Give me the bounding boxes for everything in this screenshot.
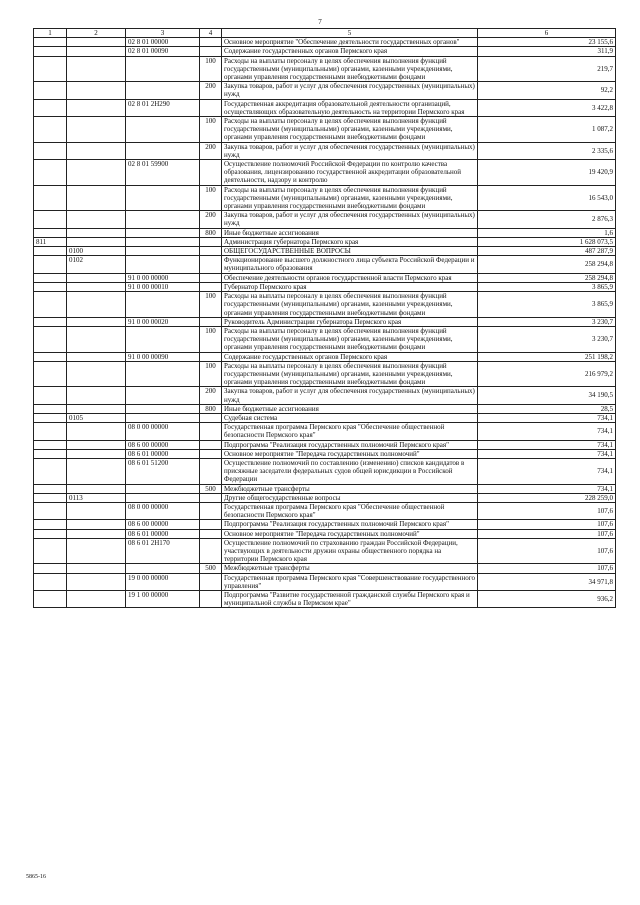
expense-type-cell bbox=[200, 273, 222, 282]
expense-type-cell bbox=[200, 529, 222, 538]
target-article-cell bbox=[126, 326, 200, 352]
amount-cell: 487 287,9 bbox=[478, 247, 616, 256]
target-article-cell bbox=[126, 82, 200, 99]
target-article-cell: 08 6 01 2H170 bbox=[126, 538, 200, 564]
expense-type-cell bbox=[200, 160, 222, 186]
code-cell bbox=[34, 564, 67, 573]
code-cell bbox=[34, 502, 67, 519]
target-article-cell: 91 0 00 00020 bbox=[126, 317, 200, 326]
section-cell bbox=[67, 99, 126, 116]
target-article-cell bbox=[126, 185, 200, 211]
target-article-cell: 08 6 01 51200 bbox=[126, 458, 200, 484]
target-article-cell: 08 0 00 00000 bbox=[126, 502, 200, 519]
description-cell: Расходы на выплаты персоналу в целях обеспечения выполнения функций государственными (муниципальными) органами, казенными учреждениями, органами управления государственными внебюджетными фондами bbox=[222, 56, 478, 82]
expense-type-cell: 100 bbox=[200, 292, 222, 318]
amount-cell: 107,6 bbox=[478, 502, 616, 519]
target-article-cell bbox=[126, 237, 200, 246]
table-row bbox=[34, 352, 616, 361]
section-cell bbox=[67, 47, 126, 56]
expense-type-cell: 800 bbox=[200, 404, 222, 413]
table-row bbox=[34, 211, 616, 228]
table-row bbox=[34, 56, 616, 82]
amount-cell: 28,5 bbox=[478, 404, 616, 413]
section-cell bbox=[67, 423, 126, 440]
target-article-cell bbox=[126, 117, 200, 143]
expense-type-cell bbox=[200, 458, 222, 484]
table-row bbox=[34, 529, 616, 538]
table-row bbox=[34, 564, 616, 573]
table-row bbox=[34, 247, 616, 256]
description-cell: Судебная система bbox=[222, 413, 478, 422]
code-cell bbox=[34, 449, 67, 458]
amount-cell: 1 087,2 bbox=[478, 117, 616, 143]
expense-type-cell: 500 bbox=[200, 484, 222, 493]
code-cell bbox=[34, 458, 67, 484]
amount-cell: 251 198,2 bbox=[478, 352, 616, 361]
target-article-cell: 08 6 01 00000 bbox=[126, 529, 200, 538]
expense-type-cell bbox=[200, 282, 222, 291]
description-cell: Расходы на выплаты персоналу в целях обеспечения выполнения функций государственными (муниципальными) органами, казенными учреждениями, органами управления государственными внебюджетными фондами bbox=[222, 326, 478, 352]
description-cell: Расходы на выплаты персоналу в целях обеспечения выполнения функций государственными (муниципальными) органами, казенными учреждениями, органами управления государственными внебюджетными фондами bbox=[222, 361, 478, 387]
amount-cell: 1,6 bbox=[478, 228, 616, 237]
section-cell bbox=[67, 529, 126, 538]
expense-type-cell bbox=[200, 38, 222, 47]
table-row bbox=[34, 484, 616, 493]
section-cell bbox=[67, 273, 126, 282]
target-article-cell bbox=[126, 247, 200, 256]
description-cell: Осуществление полномочий Российской Федерации по контролю качества образования, лицензированию государственной аккредитации образовательной деятельности, надзору и контролю bbox=[222, 160, 478, 186]
expense-type-cell: 200 bbox=[200, 82, 222, 99]
description-cell: Администрация губернатора Пермского края bbox=[222, 237, 478, 246]
amount-cell: 3 422,8 bbox=[478, 99, 616, 116]
description-cell: Подпрограмма "Развитие государственной гражданской службы Пермского края и муниципальной службы в Пермском крае" bbox=[222, 591, 478, 608]
section-cell bbox=[67, 142, 126, 159]
table-row bbox=[34, 38, 616, 47]
column-number: 6 bbox=[478, 29, 616, 38]
amount-cell: 3 230,7 bbox=[478, 317, 616, 326]
section-cell: 0100 bbox=[67, 247, 126, 256]
code-cell: 811 bbox=[34, 237, 67, 246]
section-cell bbox=[67, 56, 126, 82]
table-row bbox=[34, 142, 616, 159]
target-article-cell: 02 8 01 00000 bbox=[126, 38, 200, 47]
table-row bbox=[34, 185, 616, 211]
section-cell bbox=[67, 185, 126, 211]
footer-code: 5865-16 bbox=[26, 874, 46, 880]
amount-cell: 107,6 bbox=[478, 520, 616, 529]
target-article-cell bbox=[126, 564, 200, 573]
section-cell bbox=[67, 292, 126, 318]
section-cell bbox=[67, 228, 126, 237]
code-cell bbox=[34, 160, 67, 186]
target-article-cell bbox=[126, 211, 200, 228]
description-cell: Закупка товаров, работ и услуг для обеспечения государственных (муниципальных) нужд bbox=[222, 211, 478, 228]
code-cell bbox=[34, 117, 67, 143]
budget-table bbox=[33, 28, 616, 608]
expense-type-cell bbox=[200, 413, 222, 422]
description-cell: Губернатор Пермского края bbox=[222, 282, 478, 291]
expense-type-cell bbox=[200, 237, 222, 246]
expense-type-cell: 800 bbox=[200, 228, 222, 237]
description-cell: Содержание государственных органов Пермского края bbox=[222, 352, 478, 361]
code-cell bbox=[34, 493, 67, 502]
expense-type-cell bbox=[200, 449, 222, 458]
description-cell: Основное мероприятие "Обеспечение деятельности государственных органов" bbox=[222, 38, 478, 47]
code-cell bbox=[34, 228, 67, 237]
expense-type-cell bbox=[200, 591, 222, 608]
amount-cell: 16 543,0 bbox=[478, 185, 616, 211]
target-article-cell bbox=[126, 256, 200, 273]
code-cell bbox=[34, 292, 67, 318]
amount-cell: 734,1 bbox=[478, 423, 616, 440]
table-row bbox=[34, 387, 616, 404]
amount-cell: 34 190,5 bbox=[478, 387, 616, 404]
code-cell bbox=[34, 404, 67, 413]
table-row bbox=[34, 520, 616, 529]
amount-cell: 216 979,2 bbox=[478, 361, 616, 387]
amount-cell: 2 876,3 bbox=[478, 211, 616, 228]
code-cell bbox=[34, 247, 67, 256]
code-cell bbox=[34, 142, 67, 159]
section-cell: 0102 bbox=[67, 256, 126, 273]
code-cell bbox=[34, 352, 67, 361]
expense-type-cell bbox=[200, 493, 222, 502]
table-row bbox=[34, 99, 616, 116]
target-article-cell: 08 6 00 00000 bbox=[126, 520, 200, 529]
column-number: 2 bbox=[67, 29, 126, 38]
table-row bbox=[34, 292, 616, 318]
target-article-cell bbox=[126, 413, 200, 422]
code-cell bbox=[34, 573, 67, 590]
table-row bbox=[34, 256, 616, 273]
code-cell bbox=[34, 326, 67, 352]
table-row bbox=[34, 47, 616, 56]
table-row bbox=[34, 160, 616, 186]
amount-cell: 258 294,8 bbox=[478, 256, 616, 273]
code-cell bbox=[34, 413, 67, 422]
section-cell bbox=[67, 237, 126, 246]
description-cell: Межбюджетные трансферты bbox=[222, 564, 478, 573]
table-row bbox=[34, 82, 616, 99]
table-row bbox=[34, 449, 616, 458]
section-cell bbox=[67, 564, 126, 573]
amount-cell: 107,6 bbox=[478, 529, 616, 538]
section-cell bbox=[67, 352, 126, 361]
target-article-cell: 02 8 01 2H290 bbox=[126, 99, 200, 116]
description-cell: Межбюджетные трансферты bbox=[222, 484, 478, 493]
table-row bbox=[34, 361, 616, 387]
expense-type-cell: 100 bbox=[200, 361, 222, 387]
target-article-cell bbox=[126, 387, 200, 404]
amount-cell: 734,1 bbox=[478, 484, 616, 493]
description-cell: Иные бюджетные ассигнования bbox=[222, 228, 478, 237]
expense-type-cell bbox=[200, 47, 222, 56]
table-row bbox=[34, 413, 616, 422]
target-article-cell: 91 0 00 00000 bbox=[126, 273, 200, 282]
table-body bbox=[34, 38, 616, 608]
amount-cell: 1 628 073,5 bbox=[478, 237, 616, 246]
code-cell bbox=[34, 99, 67, 116]
expense-type-cell bbox=[200, 317, 222, 326]
amount-cell: 23 155,6 bbox=[478, 38, 616, 47]
code-cell bbox=[34, 520, 67, 529]
amount-cell: 734,1 bbox=[478, 449, 616, 458]
section-cell bbox=[67, 502, 126, 519]
expense-type-cell: 200 bbox=[200, 142, 222, 159]
description-cell: Подпрограмма "Реализация государственных полномочий Пермского края" bbox=[222, 440, 478, 449]
table-row bbox=[34, 317, 616, 326]
description-cell: ОБЩЕГОСУДАРСТВЕННЫЕ ВОПРОСЫ bbox=[222, 247, 478, 256]
expense-type-cell: 100 bbox=[200, 185, 222, 211]
expense-type-cell bbox=[200, 573, 222, 590]
amount-cell: 107,6 bbox=[478, 564, 616, 573]
target-article-cell: 08 6 00 00000 bbox=[126, 440, 200, 449]
expense-type-cell bbox=[200, 520, 222, 529]
section-cell bbox=[67, 404, 126, 413]
target-article-cell bbox=[126, 484, 200, 493]
target-article-cell bbox=[126, 404, 200, 413]
section-cell bbox=[67, 484, 126, 493]
description-cell: Осуществление полномочий по страхованию граждан Российской Федерации, участвующих в деятельности дружин охраны общественного порядка на территории Пермского края bbox=[222, 538, 478, 564]
code-cell bbox=[34, 484, 67, 493]
code-cell bbox=[34, 56, 67, 82]
target-article-cell: 19 0 00 00000 bbox=[126, 573, 200, 590]
description-cell: Государственная программа Пермского края "Обеспечение общественной безопасности Пермского края" bbox=[222, 502, 478, 519]
section-cell bbox=[67, 38, 126, 47]
table-row bbox=[34, 440, 616, 449]
section-cell bbox=[67, 440, 126, 449]
amount-cell: 734,1 bbox=[478, 440, 616, 449]
section-cell bbox=[67, 317, 126, 326]
expense-type-cell bbox=[200, 502, 222, 519]
code-cell bbox=[34, 538, 67, 564]
description-cell: Иные бюджетные ассигнования bbox=[222, 404, 478, 413]
column-number: 1 bbox=[34, 29, 67, 38]
code-cell bbox=[34, 361, 67, 387]
section-cell bbox=[67, 117, 126, 143]
expense-type-cell: 100 bbox=[200, 117, 222, 143]
description-cell: Расходы на выплаты персоналу в целях обеспечения выполнения функций государственными (муниципальными) органами, казенными учреждениями, органами управления государственными внебюджетными фондами bbox=[222, 117, 478, 143]
target-article-cell bbox=[126, 292, 200, 318]
column-number: 3 bbox=[126, 29, 200, 38]
table-row bbox=[34, 423, 616, 440]
table-row bbox=[34, 282, 616, 291]
expense-type-cell bbox=[200, 247, 222, 256]
table-row bbox=[34, 591, 616, 608]
expense-type-cell bbox=[200, 352, 222, 361]
amount-cell: 3 865,9 bbox=[478, 292, 616, 318]
expense-type-cell: 100 bbox=[200, 326, 222, 352]
expense-type-cell: 500 bbox=[200, 564, 222, 573]
code-cell bbox=[34, 211, 67, 228]
description-cell: Государственная аккредитация образовательной деятельности организаций, осуществляющих образовательную деятельность на территории Пермского края bbox=[222, 99, 478, 116]
column-number: 5 bbox=[222, 29, 478, 38]
target-article-cell: 02 8 01 59900 bbox=[126, 160, 200, 186]
code-cell bbox=[34, 440, 67, 449]
section-cell bbox=[67, 449, 126, 458]
table-row bbox=[34, 404, 616, 413]
amount-cell: 92,2 bbox=[478, 82, 616, 99]
table-row bbox=[34, 493, 616, 502]
table-row bbox=[34, 228, 616, 237]
amount-cell: 734,1 bbox=[478, 458, 616, 484]
target-article-cell: 19 1 00 00000 bbox=[126, 591, 200, 608]
section-cell bbox=[67, 326, 126, 352]
description-cell: Закупка товаров, работ и услуг для обеспечения государственных (муниципальных) нужд bbox=[222, 387, 478, 404]
table-row bbox=[34, 326, 616, 352]
amount-cell: 258 294,8 bbox=[478, 273, 616, 282]
code-cell bbox=[34, 82, 67, 99]
description-cell: Содержание государственных органов Пермского края bbox=[222, 47, 478, 56]
section-cell bbox=[67, 387, 126, 404]
expense-type-cell: 100 bbox=[200, 56, 222, 82]
code-cell bbox=[34, 317, 67, 326]
expense-type-cell bbox=[200, 440, 222, 449]
table-row bbox=[34, 573, 616, 590]
code-cell bbox=[34, 591, 67, 608]
target-article-cell: 91 0 00 00090 bbox=[126, 352, 200, 361]
table-row bbox=[34, 502, 616, 519]
target-article-cell: 02 8 01 00090 bbox=[126, 47, 200, 56]
column-number-row bbox=[34, 29, 616, 38]
code-cell bbox=[34, 256, 67, 273]
description-cell: Закупка товаров, работ и услуг для обеспечения государственных (муниципальных) нужд bbox=[222, 142, 478, 159]
expense-type-cell bbox=[200, 423, 222, 440]
section-cell bbox=[67, 361, 126, 387]
expense-type-cell: 200 bbox=[200, 211, 222, 228]
section-cell bbox=[67, 82, 126, 99]
target-article-cell: 08 0 00 00000 bbox=[126, 423, 200, 440]
code-cell bbox=[34, 185, 67, 211]
table-row bbox=[34, 538, 616, 564]
description-cell: Основное мероприятие "Передача государственных полномочий" bbox=[222, 529, 478, 538]
target-article-cell bbox=[126, 361, 200, 387]
table-row bbox=[34, 237, 616, 246]
description-cell: Функционирование высшего должностного лица субъекта Российской Федерации и муниципального образования bbox=[222, 256, 478, 273]
amount-cell: 2 335,6 bbox=[478, 142, 616, 159]
amount-cell: 936,2 bbox=[478, 591, 616, 608]
expense-type-cell bbox=[200, 256, 222, 273]
section-cell: 0105 bbox=[67, 413, 126, 422]
column-number: 4 bbox=[200, 29, 222, 38]
amount-cell: 734,1 bbox=[478, 413, 616, 422]
description-cell: Другие общегосударственные вопросы bbox=[222, 493, 478, 502]
section-cell: 0113 bbox=[67, 493, 126, 502]
table-row bbox=[34, 117, 616, 143]
description-cell: Расходы на выплаты персоналу в целях обеспечения выполнения функций государственными (муниципальными) органами, казенными учреждениями, органами управления государственными внебюджетными фондами bbox=[222, 185, 478, 211]
description-cell: Государственная программа Пермского края "Совершенствование государственного управления" bbox=[222, 573, 478, 590]
section-cell bbox=[67, 538, 126, 564]
code-cell bbox=[34, 282, 67, 291]
description-cell: Основное мероприятие "Передача государственных полномочий" bbox=[222, 449, 478, 458]
amount-cell: 107,6 bbox=[478, 538, 616, 564]
section-cell bbox=[67, 282, 126, 291]
section-cell bbox=[67, 591, 126, 608]
target-article-cell bbox=[126, 228, 200, 237]
description-cell: Подпрограмма "Реализация государственных полномочий Пермского края" bbox=[222, 520, 478, 529]
section-cell bbox=[67, 211, 126, 228]
amount-cell: 3 865,9 bbox=[478, 282, 616, 291]
target-article-cell bbox=[126, 493, 200, 502]
description-cell: Осуществление полномочий по составлению (изменению) списков кандидатов в присяжные заседатели федеральных судов общей юрисдикции в Российской Федерации bbox=[222, 458, 478, 484]
amount-cell: 3 230,7 bbox=[478, 326, 616, 352]
code-cell bbox=[34, 423, 67, 440]
section-cell bbox=[67, 160, 126, 186]
target-article-cell bbox=[126, 56, 200, 82]
code-cell bbox=[34, 47, 67, 56]
table-row bbox=[34, 273, 616, 282]
code-cell bbox=[34, 273, 67, 282]
section-cell bbox=[67, 573, 126, 590]
section-cell bbox=[67, 458, 126, 484]
target-article-cell: 08 6 01 00000 bbox=[126, 449, 200, 458]
description-cell: Государственная программа Пермского края "Обеспечение общественной безопасности Пермского края" bbox=[222, 423, 478, 440]
amount-cell: 34 971,8 bbox=[478, 573, 616, 590]
amount-cell: 311,9 bbox=[478, 47, 616, 56]
code-cell bbox=[34, 38, 67, 47]
amount-cell: 19 420,9 bbox=[478, 160, 616, 186]
description-cell: Расходы на выплаты персоналу в целях обеспечения выполнения функций государственными (муниципальными) органами, казенными учреждениями, органами управления государственными внебюджетными фондами bbox=[222, 292, 478, 318]
table-row bbox=[34, 458, 616, 484]
amount-cell: 228 259,0 bbox=[478, 493, 616, 502]
target-article-cell: 91 0 00 00010 bbox=[126, 282, 200, 291]
description-cell: Обеспечение деятельности органов государственной власти Пермского края bbox=[222, 273, 478, 282]
expense-type-cell bbox=[200, 538, 222, 564]
description-cell: Закупка товаров, работ и услуг для обеспечения государственных (муниципальных) нужд bbox=[222, 82, 478, 99]
code-cell bbox=[34, 387, 67, 404]
amount-cell: 219,7 bbox=[478, 56, 616, 82]
description-cell: Руководитель Администрации губернатора Пермского края bbox=[222, 317, 478, 326]
expense-type-cell: 200 bbox=[200, 387, 222, 404]
code-cell bbox=[34, 529, 67, 538]
target-article-cell bbox=[126, 142, 200, 159]
section-cell bbox=[67, 520, 126, 529]
page-number: 7 bbox=[318, 18, 322, 26]
expense-type-cell bbox=[200, 99, 222, 116]
